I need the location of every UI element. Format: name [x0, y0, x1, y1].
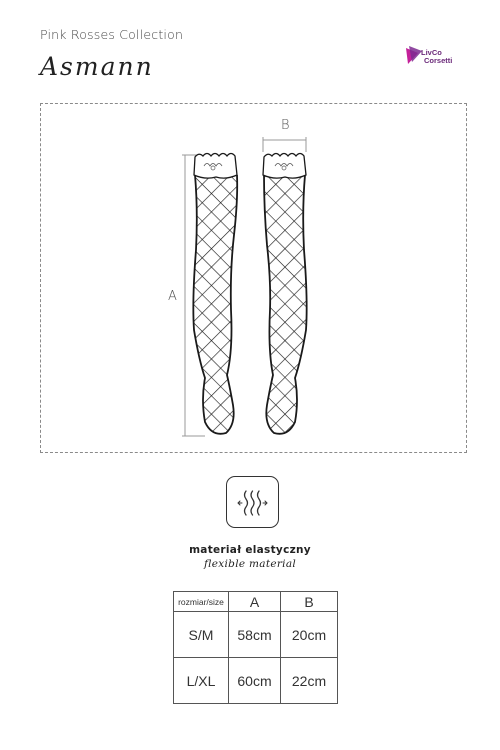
size-cell: L/XL: [174, 658, 229, 704]
column-b-header: B: [281, 592, 338, 612]
product-name: Asmann: [40, 52, 154, 81]
stocking-right: [255, 154, 325, 441]
dimension-b-label: B: [281, 118, 290, 133]
width-b-cell: 22cm: [281, 658, 338, 704]
dimension-b-line: [263, 137, 306, 152]
column-a-header: A: [229, 592, 281, 612]
size-table: [173, 591, 338, 704]
elastic-material-icon: [226, 476, 279, 528]
collection-name: Pink Rosses Collection: [40, 27, 184, 42]
dimension-a-label: A: [168, 289, 177, 304]
material-label-pl: materiał elastyczny: [189, 544, 311, 556]
wavy-lines-icon: [227, 477, 278, 527]
table-row: [174, 612, 338, 658]
size-cell: S/M: [174, 612, 229, 658]
length-a-cell: 58cm: [229, 612, 281, 658]
size-header-label: rozmiar/size: [174, 592, 229, 612]
material-label-en: flexible material: [203, 558, 297, 570]
width-b-cell: 20cm: [281, 612, 338, 658]
size-table-header: [174, 592, 338, 612]
brand-logo-wordmark: LivCo Corsetti: [421, 48, 453, 65]
length-a-cell: 60cm: [229, 658, 281, 704]
table-row: [174, 658, 338, 704]
stocking-left: [180, 154, 250, 441]
